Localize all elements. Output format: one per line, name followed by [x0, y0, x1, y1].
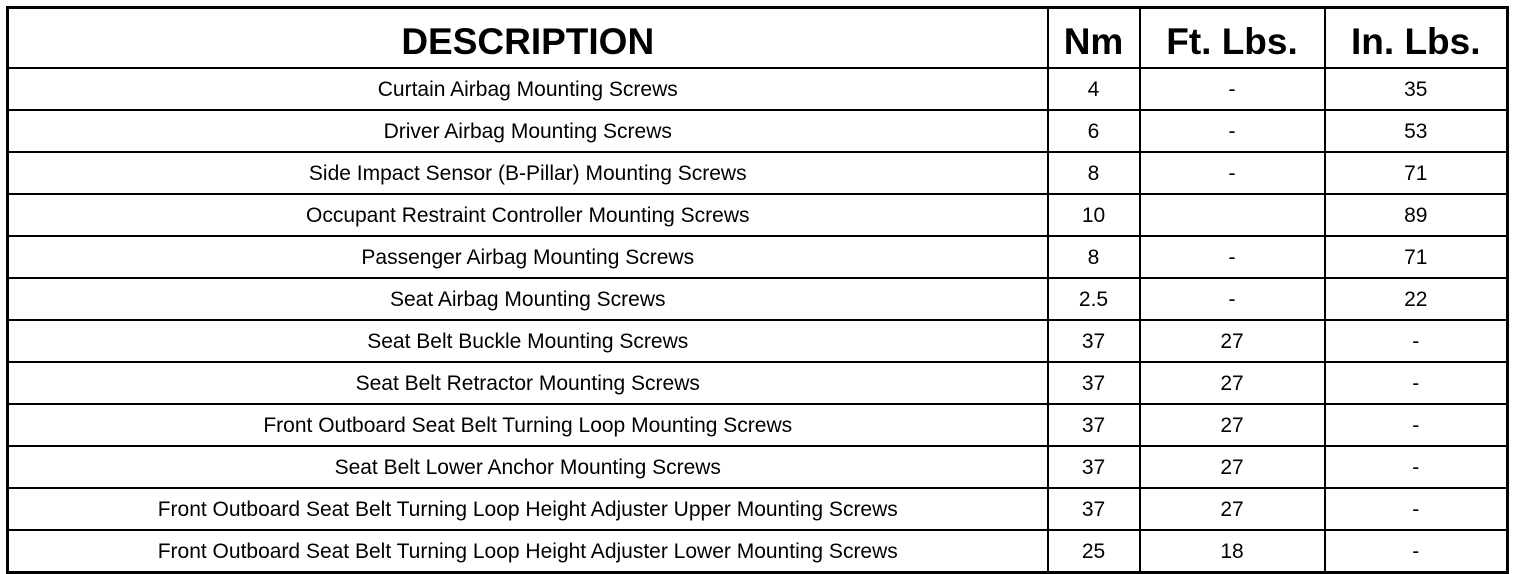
cell-description: Occupant Restraint Controller Mounting Screws [8, 194, 1048, 236]
cell-in-lbs: 89 [1325, 194, 1508, 236]
cell-in-lbs: - [1325, 488, 1508, 530]
cell-nm: 25 [1048, 530, 1140, 573]
table-row [8, 236, 1508, 278]
cell-ft-lbs: - [1140, 152, 1325, 194]
cell-nm: 6 [1048, 110, 1140, 152]
cell-description: Front Outboard Seat Belt Turning Loop Height Adjuster Lower Mounting Screws [8, 530, 1048, 573]
cell-in-lbs: 35 [1325, 68, 1508, 110]
cell-nm: 37 [1048, 362, 1140, 404]
cell-nm: 37 [1048, 446, 1140, 488]
cell-nm: 8 [1048, 152, 1140, 194]
cell-ft-lbs: 27 [1140, 362, 1325, 404]
cell-in-lbs: - [1325, 362, 1508, 404]
cell-description: Seat Airbag Mounting Screws [8, 278, 1048, 320]
table-row [8, 152, 1508, 194]
header-nm: Nm [1048, 8, 1140, 69]
table-row [8, 362, 1508, 404]
table-row [8, 404, 1508, 446]
cell-description: Driver Airbag Mounting Screws [8, 110, 1048, 152]
cell-in-lbs: 71 [1325, 152, 1508, 194]
table-row [8, 446, 1508, 488]
table-row [8, 110, 1508, 152]
cell-nm: 8 [1048, 236, 1140, 278]
cell-ft-lbs: 27 [1140, 488, 1325, 530]
cell-nm: 4 [1048, 68, 1140, 110]
cell-in-lbs: 71 [1325, 236, 1508, 278]
cell-nm: 2.5 [1048, 278, 1140, 320]
cell-nm: 37 [1048, 320, 1140, 362]
table-row [8, 488, 1508, 530]
cell-ft-lbs [1140, 194, 1325, 236]
cell-in-lbs: - [1325, 446, 1508, 488]
header-row [8, 8, 1508, 69]
cell-ft-lbs: - [1140, 68, 1325, 110]
cell-description: Front Outboard Seat Belt Turning Loop Mounting Screws [8, 404, 1048, 446]
cell-description: Side Impact Sensor (B-Pillar) Mounting Screws [8, 152, 1048, 194]
cell-in-lbs: - [1325, 404, 1508, 446]
cell-ft-lbs: - [1140, 236, 1325, 278]
cell-description: Seat Belt Lower Anchor Mounting Screws [8, 446, 1048, 488]
table-body [8, 68, 1508, 573]
cell-ft-lbs: - [1140, 110, 1325, 152]
cell-description: Passenger Airbag Mounting Screws [8, 236, 1048, 278]
cell-ft-lbs: 27 [1140, 446, 1325, 488]
header-in-lbs: In. Lbs. [1325, 8, 1508, 69]
cell-ft-lbs: 27 [1140, 320, 1325, 362]
table-header [8, 8, 1508, 69]
header-description: DESCRIPTION [8, 8, 1048, 69]
table-row [8, 194, 1508, 236]
table-row [8, 278, 1508, 320]
cell-description: Front Outboard Seat Belt Turning Loop Height Adjuster Upper Mounting Screws [8, 488, 1048, 530]
cell-in-lbs: - [1325, 530, 1508, 573]
table-row [8, 530, 1508, 573]
cell-ft-lbs: - [1140, 278, 1325, 320]
cell-in-lbs: 22 [1325, 278, 1508, 320]
cell-nm: 37 [1048, 404, 1140, 446]
cell-in-lbs: - [1325, 320, 1508, 362]
cell-description: Seat Belt Retractor Mounting Screws [8, 362, 1048, 404]
header-ft-lbs: Ft. Lbs. [1140, 8, 1325, 69]
cell-in-lbs: 53 [1325, 110, 1508, 152]
table-row [8, 320, 1508, 362]
cell-ft-lbs: 18 [1140, 530, 1325, 573]
cell-nm: 37 [1048, 488, 1140, 530]
table-row [8, 68, 1508, 110]
cell-description: Curtain Airbag Mounting Screws [8, 68, 1048, 110]
torque-specification-table [6, 6, 1509, 574]
cell-ft-lbs: 27 [1140, 404, 1325, 446]
cell-nm: 10 [1048, 194, 1140, 236]
cell-description: Seat Belt Buckle Mounting Screws [8, 320, 1048, 362]
